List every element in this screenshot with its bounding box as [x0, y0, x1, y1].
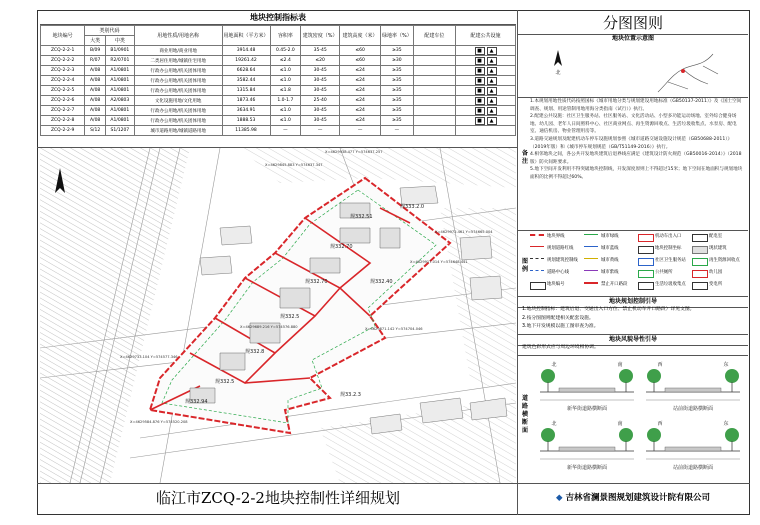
table-cell-parking [413, 66, 455, 76]
legend-label: 公共厕所 [655, 270, 673, 275]
table-cell-landuse: 行政办公用地/机关团体用地 [134, 66, 222, 76]
legend-swatch [584, 282, 598, 290]
legend-swatch [530, 282, 546, 290]
table-cell-minor: A2/0803 [105, 96, 134, 106]
legend-swatch [638, 234, 654, 242]
table-cell-green: ≥35 [381, 106, 414, 116]
table-cell-height: ≤24 [340, 106, 381, 116]
legend-swatch [638, 246, 654, 254]
table-cell-height: — [340, 126, 381, 136]
table-cell-far: ≤1.0 [270, 106, 301, 116]
table-cell-area: 1873.46 [222, 96, 270, 106]
table-cell-height: ≤24 [340, 76, 381, 86]
road-section [646, 369, 740, 400]
table-cell-landuse: 二类居住用地/城镇住宅用地 [134, 56, 222, 66]
table-cell-major: B/09 [85, 46, 106, 56]
block-label: 规332.40 [370, 279, 393, 285]
block-label: 规332.94 [185, 399, 208, 405]
section-compass-right: 南 [617, 362, 623, 368]
table-cell-facilities [456, 126, 516, 136]
table-cell-green: ≥35 [381, 66, 414, 76]
table-cell-facilities [456, 86, 516, 96]
facility-icon: ▲ [487, 97, 497, 105]
table-cell-id: ZCQ-2-2-7 [41, 106, 85, 116]
table-cell-facilities [456, 66, 516, 76]
legend-swatch [530, 246, 544, 253]
map-canvas [40, 148, 516, 483]
note-item: 4.相邻地块之间，各公共开发地块建筑后退界线应满足《建筑设计防火规范（GB50016-2014）》（2018版）防火间距要求。 [530, 152, 742, 165]
divider-roads [518, 355, 748, 356]
notes-text [530, 98, 745, 182]
table-cell-density: — [301, 126, 340, 136]
legend-label: 规划道路红线 [547, 246, 574, 251]
table-cell-facilities [456, 106, 516, 116]
legend-label: 现状建筑 [709, 246, 727, 251]
guide-title: 地块规划控制引导 [518, 296, 748, 308]
control-table [40, 12, 516, 147]
legend-label: 配电室 [709, 234, 723, 239]
table-cell-landuse: 城市道路用地/城镇道路用地 [134, 126, 222, 136]
facility-icon: ▲ [487, 77, 497, 85]
section-compass-left: 西 [657, 421, 663, 427]
legend-label: 变电所 [709, 282, 723, 287]
table-cell-id: ZCQ-2-2-9 [41, 126, 85, 136]
col-height: 建筑高度（米） [340, 26, 381, 46]
sheet-title: 分图图则 [518, 12, 748, 35]
hatched-area-north [240, 148, 516, 188]
section-compass-left: 北 [551, 421, 557, 427]
legend-label: 幼儿园 [709, 270, 723, 275]
section-name: 新华街道路横断面 [566, 465, 608, 471]
table-cell-density: 35-45 [301, 46, 340, 56]
table-cell-id: ZCQ-2-2-2 [41, 56, 85, 66]
road-sections-svg [534, 358, 746, 476]
table-cell-major: S/12 [85, 126, 106, 136]
table-cell-major: A/08 [85, 116, 106, 126]
legend-label: 地块编号 [547, 282, 565, 287]
table-cell-id: ZCQ-2-2-3 [41, 66, 85, 76]
legend-swatch [692, 270, 708, 278]
table-row [41, 106, 516, 116]
facility-icon: ▲ [487, 57, 497, 65]
col-area: 用地面积（平方米） [222, 26, 270, 46]
location-map [518, 44, 748, 96]
plan-map [40, 148, 516, 483]
table-cell-area: 3914.48 [222, 46, 270, 56]
style-guide-title: 地块风貌导性引导 [518, 334, 748, 346]
facility-icon: ▲ [487, 87, 497, 95]
table-row [41, 56, 516, 66]
note-item: 1.本规划用地性质代码按照国标《城市用地分类与规划建设用地标准（GB50137-2011）》及《国土空间调查、规划、用途管制用地用海分类指南（试行）》执行。 [530, 99, 742, 112]
col-green: 绿地率（%） [381, 26, 414, 46]
legend-swatch [692, 258, 708, 266]
col-landuse-code: 类别代码 [85, 26, 134, 36]
block-label: 规332.5 [280, 314, 300, 320]
table-cell-parking [413, 76, 455, 86]
table-cell-landuse: 商业用地/商业用地 [134, 46, 222, 56]
table-row [41, 46, 516, 56]
table-row [41, 86, 516, 96]
table-cell-parking [413, 126, 455, 136]
table-cell-height: ≤60 [340, 46, 381, 56]
facility-icon: ■ [475, 77, 485, 85]
facility-icon: ■ [475, 97, 485, 105]
company-logo-icon: ◆ [555, 493, 566, 503]
table-cell-id: ZCQ-2-2-1 [41, 46, 85, 56]
table-cell-area: 1315.84 [222, 86, 270, 96]
table-row [41, 126, 516, 136]
table-cell-minor: A1/0801 [105, 76, 134, 86]
guide-line: 3.地下开发规模以施工图审查为准。 [522, 324, 599, 329]
road-section-side-label: 道路横断面 [521, 395, 528, 434]
location-map-svg [518, 44, 748, 96]
col-block-id: 地块编号 [41, 26, 85, 46]
note-item: 3.道路交通规划及配建机动车停车设施规划参照《城市道路交通设施设计规范（GB50688-2011）》（2019年版）和《城市停车规划规范（GB/T51149-2016）》执行。 [530, 136, 733, 150]
legend-swatch [584, 234, 598, 241]
legend-swatch [638, 282, 654, 290]
note-item: 2.配建公共设施：社区卫生服务站、社区服务站、文化活动站、小型多功能运动场地、室外综合健身场地、幼儿园、老年人日间照料中心、社区商业网点、再生资源回收点、生活垃圾收集点、水泵房、配电室、通信机房、物业管理用房等。 [530, 114, 737, 135]
table-cell-density: 25-40 [301, 96, 340, 106]
hatched-area-east [440, 208, 516, 398]
table-cell-area: 11385.98 [222, 126, 270, 136]
table-cell-area: 3582.44 [222, 76, 270, 86]
facility-icon: ■ [475, 57, 485, 65]
table-cell-area: 19261.42 [222, 56, 270, 66]
table-cell-id: ZCQ-2-2-5 [41, 86, 85, 96]
style-guide-text: 建筑色彩形式应与周边环境相协调。 [522, 345, 599, 350]
legend-label: 机动车出入口 [655, 234, 682, 239]
guide-line: 2.按分图图则配建相关配套设施。 [522, 315, 594, 321]
legend-swatch [530, 258, 544, 265]
table-cell-far: ≤1.0 [270, 76, 301, 86]
road-section [540, 428, 634, 459]
table-cell-facilities [456, 96, 516, 106]
legend-swatch [530, 270, 544, 277]
legend-label: 生活垃圾收集点 [655, 282, 686, 287]
table-cell-area: 1888.53 [222, 116, 270, 126]
legend-swatch [692, 234, 708, 242]
block-label: 规332.51 [350, 214, 373, 220]
table-cell-density: 30-45 [301, 86, 340, 96]
table-cell-far: ≤2.4 [270, 56, 301, 66]
road-section [540, 369, 634, 400]
table-cell-minor: B1/0901 [105, 46, 134, 56]
facility-icon: ■ [475, 47, 485, 55]
table-cell-green: ≥30 [381, 56, 414, 66]
legend-label: 城市绿线 [601, 234, 619, 239]
road-label: 规33.2.3 [340, 392, 361, 398]
guide-text [522, 306, 746, 332]
facility-icon: ■ [475, 87, 485, 95]
facility-icon: ■ [475, 107, 485, 115]
table-row [41, 66, 516, 76]
block-label: 规332.70 [330, 244, 353, 250]
divider-table [37, 147, 517, 148]
facility-icon: ■ [475, 67, 485, 75]
col-landuse: 用地性质/用地名称 [134, 26, 222, 46]
coordinate-label: X=4629917.014 Y=574648.441 [410, 260, 468, 264]
coordinate-label: X=4629938.477 Y=574637.257 [325, 150, 383, 154]
table-cell-height: ≤24 [340, 116, 381, 126]
table-cell-parking [413, 106, 455, 116]
control-table-grid [40, 25, 516, 136]
table-cell-facilities [456, 56, 516, 66]
table-cell-green: — [381, 126, 414, 136]
facility-icon: ▲ [487, 47, 497, 55]
table-cell-facilities [456, 76, 516, 86]
legend-label: 地块控制坐标 [655, 246, 682, 251]
facility-icon: ▲ [487, 107, 497, 115]
coordinate-label: X=4629845.883 Y=574637.347 [265, 163, 323, 167]
table-cell-height: ≤24 [340, 96, 381, 106]
table-cell-parking [413, 46, 455, 56]
table-cell-major: A/08 [85, 106, 106, 116]
legend-swatch [584, 270, 598, 277]
table-row [41, 96, 516, 106]
road-label: 规333.2.0 [400, 204, 425, 210]
section-compass-left: 西 [657, 362, 663, 368]
table-cell-far: ≤1.8 [270, 86, 301, 96]
table-cell-density: ≤20 [301, 56, 340, 66]
road-section [646, 428, 740, 459]
table-cell-major: A/08 [85, 76, 106, 86]
table-cell-area: 3634.91 [222, 106, 270, 116]
table-cell-major: A/08 [85, 96, 106, 106]
col-far: 容积率 [270, 26, 301, 46]
table-cell-green: ≥35 [381, 96, 414, 106]
legend-swatch [584, 258, 598, 265]
table-cell-height: ≤60 [340, 56, 381, 66]
section-compass-left: 北 [551, 362, 557, 368]
coordinate-label: X=4629733.104 Y=574577.346 [120, 355, 178, 359]
legend-swatch [530, 234, 544, 242]
section-name: 站前街道路横断面 [672, 406, 714, 412]
block-label: 规332.70 [305, 279, 328, 285]
table-cell-minor: S1/1207 [105, 126, 134, 136]
facility-icon: ▲ [487, 117, 497, 125]
section-compass-right: 东 [723, 421, 729, 427]
table-cell-green: ≥35 [381, 86, 414, 96]
company-name [518, 484, 748, 512]
table-cell-parking [413, 86, 455, 96]
table-cell-parking [413, 96, 455, 106]
table-cell-green: ≥35 [381, 116, 414, 126]
table-cell-height: ≤24 [340, 66, 381, 76]
table-cell-parking [413, 116, 455, 126]
table-cell-major: A/08 [85, 66, 106, 76]
control-table-body [41, 46, 516, 136]
legend-side-label: 图例 [521, 258, 528, 273]
hatched-area-west [40, 148, 190, 483]
legend-label: 社区卫生服务站 [655, 258, 686, 263]
legend [530, 232, 746, 294]
section-name: 站前街道路横断面 [672, 465, 714, 471]
table-cell-id: ZCQ-2-2-4 [41, 76, 85, 86]
table-cell-green: ≥35 [381, 46, 414, 56]
block-label: 规332.5 [215, 379, 235, 385]
table-cell-far: — [270, 126, 301, 136]
road-sections [534, 358, 746, 476]
map-title: 临江市ZCQ-2-2地块控制性详细规划 [156, 489, 400, 507]
legend-swatch [638, 270, 654, 278]
location-north-label: 北 [555, 70, 561, 76]
company-name-text: 吉林省澜景图规划建筑设计院有限公司 [565, 493, 710, 503]
table-cell-minor: A1/0801 [105, 116, 134, 126]
legend-label: 城市紫线 [601, 270, 619, 275]
block-label: 规332.8 [245, 349, 265, 355]
table-row [41, 76, 516, 86]
table-cell-far: ≤1.0 [270, 116, 301, 126]
col-parking: 配建车位 [413, 26, 455, 46]
table-row [41, 116, 516, 126]
section-name: 新华街道路横断面 [566, 406, 608, 412]
table-cell-area: 6628.64 [222, 66, 270, 76]
table-cell-landuse: 行政办公用地/机关团体用地 [134, 106, 222, 116]
legend-label: 禁止开口路段 [601, 282, 628, 287]
col-minor: 中类 [105, 36, 134, 46]
legend-swatch [638, 258, 654, 266]
note-item: 5.地下空间开发利用不得突破地块控制线，开发深度原则上不得超过15米；地下空间在地面积与规划地块面积的比例不得超过60%。 [530, 167, 743, 180]
table-cell-density: 30-45 [301, 116, 340, 126]
legend-label: 再生资源回收点 [709, 258, 740, 263]
legend-label: 地块界线 [547, 234, 565, 239]
legend-label: 道路中心线 [547, 270, 569, 275]
table-cell-height: ≤24 [340, 86, 381, 96]
table-cell-major: R/07 [85, 56, 106, 66]
table-cell-minor: A1/0801 [105, 106, 134, 116]
table-cell-minor: A1/0801 [105, 86, 134, 96]
table-cell-far: 0.45-2.0 [270, 46, 301, 56]
legend-swatch [584, 246, 598, 253]
section-compass-right: 南 [617, 421, 623, 427]
guide-line: 1.地块控制指标：建筑后退、交通出入口方位、禁止机动车开口路段）详见文图。 [522, 307, 695, 312]
legend-swatch [692, 282, 708, 290]
facility-icon: ■ [475, 117, 485, 125]
section-compass-right: 东 [723, 362, 729, 368]
table-cell-minor: R2/0701 [105, 56, 134, 66]
table-cell-green: ≥35 [381, 76, 414, 86]
coordinate-label: X=4629584.876 Y=574520.208 [130, 420, 188, 424]
table-cell-major: A/08 [85, 86, 106, 96]
legend-label: 城市蓝线 [601, 246, 619, 251]
coordinate-label: X=4629689.216 Y=574576.880 [240, 325, 298, 329]
notes-side-label: 备注 [521, 150, 528, 165]
table-cell-far: ≤1.0 [270, 66, 301, 76]
table-cell-landuse: 行政办公用地/机关团体用地 [134, 76, 222, 86]
divider-legend [518, 230, 748, 231]
table-cell-density: 30-45 [301, 66, 340, 76]
legend-label: 规划建筑控制线 [547, 258, 578, 263]
facility-icon: ▲ [487, 67, 497, 75]
control-table-title: 地块控制指标表 [40, 12, 516, 25]
table-cell-facilities [456, 46, 516, 56]
col-density: 建筑密度（%） [301, 26, 340, 46]
col-facilities: 配建公共设施 [456, 26, 516, 46]
coordinate-label: X=4629972.461 Y=574665.004 [435, 230, 493, 234]
table-cell-id: ZCQ-2-2-6 [41, 96, 85, 106]
table-cell-landuse: 文化设施用地/文化用地 [134, 96, 222, 106]
location-title: 地块位置示意图 [611, 35, 654, 42]
col-major: 大类 [85, 36, 106, 46]
table-cell-landuse: 行政办公用地/机关团体用地 [134, 116, 222, 126]
table-cell-far: 1.0-1.7 [270, 96, 301, 106]
table-cell-landuse: 行政办公用地/机关团体用地 [134, 86, 222, 96]
table-cell-facilities [456, 116, 516, 126]
coordinate-label: X=4629871.142 Y=574704.046 [365, 327, 423, 331]
legend-label: 城市黄线 [601, 258, 619, 263]
table-cell-density: 30-45 [301, 76, 340, 86]
table-cell-parking [413, 56, 455, 66]
table-cell-density: 30-45 [301, 106, 340, 116]
table-cell-minor: A1/0801 [105, 66, 134, 76]
table-cell-id: ZCQ-2-2-8 [41, 116, 85, 126]
legend-swatch [692, 246, 708, 254]
